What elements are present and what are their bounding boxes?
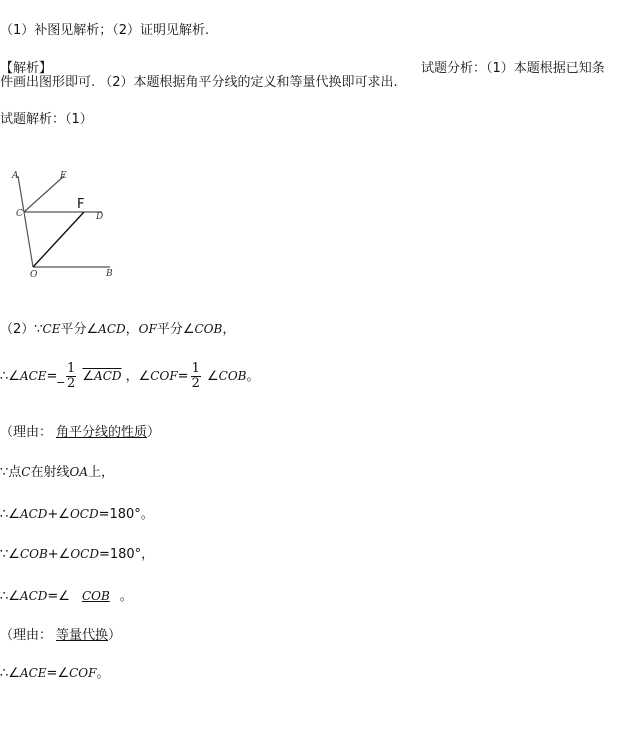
ray-ca <box>18 176 24 212</box>
line2-angle2: ∠ <box>206 369 219 384</box>
line3-open: （理由： <box>0 425 53 440</box>
line2-cof: COF <box>150 369 178 383</box>
line9-eq: =∠ <box>46 666 70 681</box>
fraction-half-1 <box>66 362 76 391</box>
ray-of <box>33 212 84 267</box>
line9-ace: ACE <box>19 666 47 680</box>
line4-oa: OA <box>69 465 88 479</box>
line2-eq1: = <box>46 369 58 384</box>
line2-eq2: = <box>177 369 189 384</box>
proof-line-4 <box>0 463 114 482</box>
line6-pre: ∵∠ <box>0 547 20 562</box>
proof-line-8 <box>0 627 121 645</box>
line8-close: ） <box>108 628 122 643</box>
line4-c: C <box>21 465 31 479</box>
line2-dash: _ <box>57 369 64 384</box>
line2-acd: ACD <box>94 369 122 383</box>
line1-sep: ， <box>125 322 139 337</box>
line1-mid1: 平分∠ <box>60 322 99 337</box>
segment-co <box>24 212 33 267</box>
proof-line-1 <box>0 320 235 339</box>
line2-cob: COB <box>218 369 247 383</box>
line7-pre: ∴∠ <box>0 589 20 604</box>
line5-acd: ACD <box>19 507 48 521</box>
line9-pre: ∴∠ <box>0 666 20 681</box>
fraction-1-denominator: 2 <box>66 376 76 391</box>
line8-reason: 等量代换 <box>56 628 109 643</box>
fraction-1-numerator: 1 <box>66 361 76 376</box>
label-c: C <box>16 209 23 219</box>
line8-open: （理由： <box>0 628 53 643</box>
line1-prefix: （2）∵ <box>0 322 43 337</box>
fraction-2-numerator: 1 <box>191 361 200 376</box>
line4-mid: 在射线 <box>30 465 70 480</box>
line5-end: =180°。 <box>98 507 154 522</box>
label-d: D <box>96 212 104 222</box>
line4-pre: ∵点 <box>0 465 22 480</box>
line3-reason: 角平分线的性质 <box>56 425 148 440</box>
answer-line: （1）补图见解析；（2）证明见解析. <box>0 23 210 38</box>
line6-plus: +∠ <box>47 547 71 562</box>
line3-close: ） <box>147 425 161 440</box>
line2-end: 。 <box>246 369 260 384</box>
line4-end: 上， <box>88 465 115 480</box>
proof-line-2 <box>0 362 260 391</box>
analysis-tag: 【解析】 <box>0 61 53 76</box>
line7-cob: COB <box>81 589 110 603</box>
line6-end: =180°， <box>98 547 155 562</box>
proof-line-5 <box>0 505 154 524</box>
line9-end: 。 <box>96 666 110 681</box>
proof-line-6 <box>0 545 154 564</box>
line9-cof: COF <box>69 666 97 680</box>
line2-ace: ACE <box>19 369 47 383</box>
proof-line-7 <box>0 587 133 606</box>
fraction-2-denominator: 2 <box>191 376 200 391</box>
line5-ocd: OCD <box>69 507 99 521</box>
analysis-first-line: 试题分析：（1）本题根据已知条 <box>421 61 605 76</box>
label-a: A <box>12 171 19 181</box>
label-f: F <box>77 197 85 212</box>
line1-cob: COB <box>194 322 223 336</box>
line7-acd: ACD <box>19 589 48 603</box>
proof-line-9 <box>0 664 109 683</box>
overlined-angle-acd <box>82 369 121 384</box>
geometry-figure <box>8 168 128 283</box>
ray-ce <box>24 176 64 212</box>
solution-label: 试题解析：（1） <box>0 112 93 127</box>
line6-ocd: OCD <box>70 547 99 561</box>
line7-end: 。 <box>119 589 133 604</box>
line1-end: ， <box>222 322 236 337</box>
line6-cob: COB <box>19 547 48 561</box>
line1-mid2: 平分∠ <box>156 322 195 337</box>
line1-acd: ACD <box>98 322 126 336</box>
line1-ce: CE <box>42 322 61 336</box>
analysis-second-line: 件画出图形即可. （2）本题根据角平分线的定义和等量代换即可求出. <box>0 75 398 90</box>
fraction-half-2 <box>191 362 201 391</box>
proof-line-3 <box>0 424 160 442</box>
line2-sep: ，∠ <box>121 369 151 384</box>
line5-pre: ∴∠ <box>0 507 20 522</box>
line1-of: OF <box>138 322 157 336</box>
line2-therefore: ∴∠ <box>0 369 20 384</box>
line2-angle1: ∠ <box>82 369 95 384</box>
label-e: E <box>60 171 67 181</box>
label-b: B <box>106 269 113 279</box>
label-o: O <box>30 270 38 280</box>
line7-eq: =∠ <box>47 589 70 604</box>
line5-plus: +∠ <box>47 507 70 522</box>
